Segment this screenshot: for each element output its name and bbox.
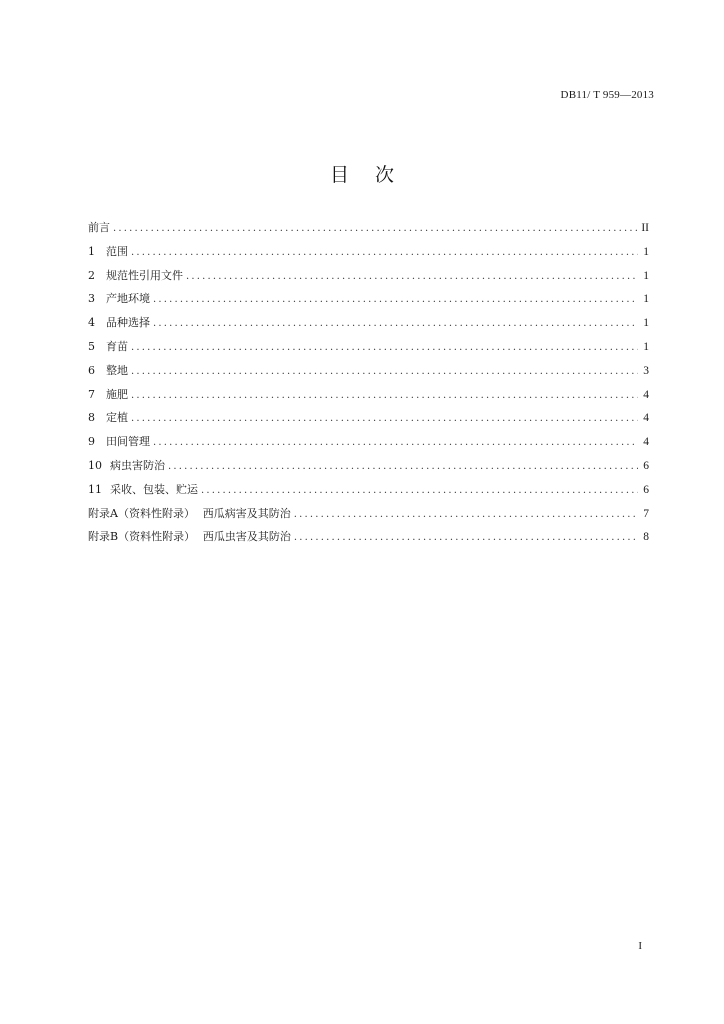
toc-entry-label: 规范性引用文件 [106, 268, 183, 282]
toc-entry-appendix-a[interactable] [88, 505, 649, 529]
toc-entry-page: 1 [643, 269, 649, 282]
page-number: I [638, 940, 642, 952]
toc-entry-label: 品种选择 [106, 316, 150, 330]
toc-entry-page: 6 [643, 483, 649, 496]
toc-appendix-prefix: 附录A（资料性附录） [88, 506, 195, 520]
toc-entry-appendix-b[interactable] [88, 528, 649, 552]
toc-entry-label: 产地环境 [106, 292, 150, 306]
toc-entry-page: 4 [643, 388, 649, 401]
toc-entry-label: 范围 [106, 244, 128, 258]
toc-entry-number: 6 [88, 363, 95, 377]
toc-entry-number: 7 [88, 387, 95, 401]
toc-entry-foreword[interactable] [88, 219, 649, 243]
toc-dot-leader [131, 247, 638, 258]
toc-entry-page: 1 [643, 340, 649, 353]
toc-entry-page: 1 [643, 317, 649, 330]
toc-dot-leader [153, 437, 638, 448]
toc-dot-leader [201, 485, 638, 496]
toc-entry-page: 4 [643, 412, 649, 425]
toc-entry-number: 3 [88, 292, 95, 306]
toc-entry-8[interactable] [88, 409, 649, 433]
toc-dot-leader [113, 223, 638, 234]
toc-entry-label: 西瓜病害及其防治 [202, 506, 291, 520]
toc-entry-5[interactable] [88, 338, 649, 362]
toc-dot-leader [131, 390, 638, 401]
toc-entry-page: 6 [643, 459, 649, 472]
toc-dot-leader [131, 366, 638, 377]
toc-entry-10[interactable] [88, 457, 649, 481]
toc-entry-page: 4 [643, 436, 649, 449]
toc-entry-label: 田间管理 [106, 435, 150, 449]
toc-entry-number: 8 [88, 411, 95, 425]
toc-dot-leader [153, 318, 638, 329]
toc-dot-leader [294, 509, 638, 520]
toc-entry-label: 施肥 [106, 387, 128, 401]
toc-entry-11[interactable] [88, 481, 649, 505]
toc-entry-label: 西瓜虫害及其防治 [202, 530, 291, 544]
toc-entry-9[interactable] [88, 433, 649, 457]
toc-entry-4[interactable] [88, 314, 649, 338]
toc-entry-page: 7 [643, 507, 649, 520]
toc-entry-number: 11 [88, 482, 102, 496]
toc-dot-leader [186, 271, 638, 282]
toc-entry-7[interactable] [88, 386, 649, 410]
toc-dot-leader [294, 532, 638, 543]
toc-entry-page: 8 [643, 531, 649, 544]
toc-entry-label: 整地 [106, 363, 128, 377]
toc-entry-1[interactable] [88, 243, 649, 267]
toc-dot-leader [153, 294, 638, 305]
toc-entry-number: 9 [88, 435, 95, 449]
table-of-contents [88, 219, 649, 552]
toc-entry-label: 定植 [106, 411, 128, 425]
toc-entry-number: 5 [88, 339, 95, 353]
toc-entry-label: 病虫害防治 [110, 458, 165, 472]
toc-entry-number: 10 [88, 458, 102, 472]
toc-entry-6[interactable] [88, 362, 649, 386]
page-title: 目次 [329, 164, 420, 186]
toc-entry-page: 3 [643, 364, 649, 377]
toc-entry-label: 采收、包装、贮运 [110, 482, 198, 496]
toc-appendix-prefix: 附录B（资料性附录） [88, 530, 196, 544]
toc-entry-3[interactable] [88, 290, 649, 314]
toc-dot-leader [168, 461, 638, 472]
toc-entry-page: 1 [643, 245, 649, 258]
toc-dot-leader [131, 342, 638, 353]
toc-entry-2[interactable] [88, 267, 649, 291]
toc-entry-number: 2 [88, 268, 95, 282]
toc-entry-label: 前言 [88, 221, 110, 234]
toc-entry-number: 1 [88, 244, 95, 258]
toc-entry-page: II [641, 222, 649, 234]
toc-entry-label: 育苗 [106, 339, 128, 353]
toc-entry-page: 1 [643, 293, 649, 306]
toc-dot-leader [131, 413, 638, 424]
standard-code: DB11/ T 959—2013 [560, 89, 654, 101]
toc-entry-number: 4 [88, 316, 95, 330]
